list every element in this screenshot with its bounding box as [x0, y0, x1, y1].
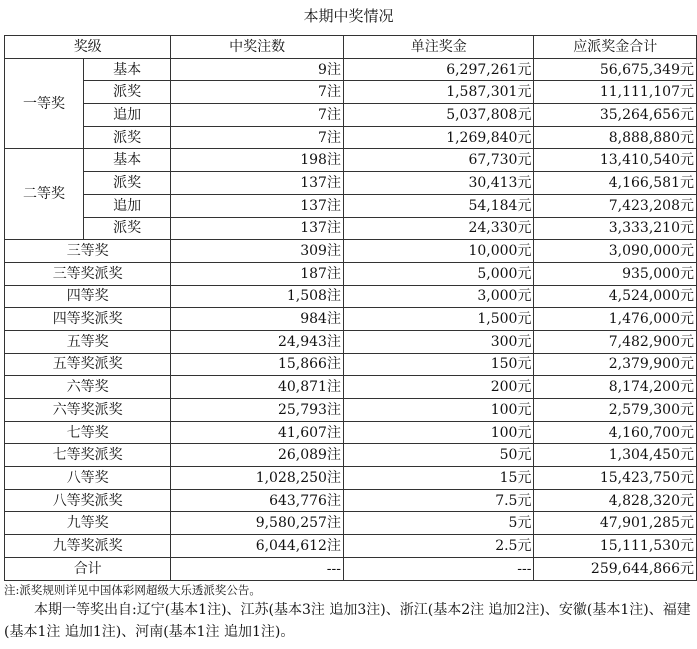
- winner-count: 187注: [171, 262, 344, 285]
- total-prize: 13,410,540元: [534, 149, 697, 172]
- winner-count: 40,871注: [171, 376, 344, 399]
- total-prize: 4,828,320元: [534, 489, 697, 512]
- winner-count: 9注: [171, 58, 344, 81]
- prize-level: 八等奖派奖: [5, 489, 171, 512]
- header-winner-count: 中奖注数: [171, 36, 344, 59]
- total-prize: 35,264,656元: [534, 104, 697, 127]
- unit-prize: 7.5元: [343, 489, 533, 512]
- second-prize-label: 二等奖: [5, 149, 84, 240]
- table-row: [5, 353, 697, 376]
- total-prize: 1,304,450元: [534, 444, 697, 467]
- total-prize: 15,111,530元: [534, 535, 697, 558]
- table-row: [5, 376, 697, 399]
- total-label: 合计: [5, 557, 171, 580]
- sub-level: 基本: [83, 58, 170, 81]
- prize-level: 七等奖: [5, 421, 171, 444]
- total-prize: 8,888,880元: [534, 126, 697, 149]
- total-prize: 3,090,000元: [534, 240, 697, 263]
- table-row: [5, 399, 697, 422]
- table-row: [5, 512, 697, 535]
- prize-level: 三等奖派奖: [5, 262, 171, 285]
- winner-count: 198注: [171, 149, 344, 172]
- total-row: [5, 557, 697, 580]
- table-row: [5, 217, 697, 240]
- winner-count: 137注: [171, 172, 344, 195]
- table-row: [5, 104, 697, 127]
- unit-prize: 54,184元: [343, 194, 533, 217]
- sub-level: 派奖: [83, 172, 170, 195]
- unit-prize: 100元: [343, 399, 533, 422]
- table-row: [5, 126, 697, 149]
- grand-total: 259,644,866元: [534, 557, 697, 580]
- unit-prize: 100元: [343, 421, 533, 444]
- table-row: [5, 194, 697, 217]
- total-prize: 935,000元: [534, 262, 697, 285]
- header-unit-prize: 单注奖金: [343, 36, 533, 59]
- total-prize: 2,579,300元: [534, 399, 697, 422]
- winner-count: 7注: [171, 81, 344, 104]
- table-row: [5, 467, 697, 490]
- total-prize: 7,423,208元: [534, 194, 697, 217]
- prize-level: 六等奖: [5, 376, 171, 399]
- unit-prize: 30,413元: [343, 172, 533, 195]
- unit-prize: 3,000元: [343, 285, 533, 308]
- table-row: [5, 285, 697, 308]
- prize-level: 九等奖派奖: [5, 535, 171, 558]
- total-prize: 4,160,700元: [534, 421, 697, 444]
- first-prize-label: 一等奖: [5, 58, 84, 149]
- table-header-row: [5, 36, 697, 59]
- winner-count: 137注: [171, 194, 344, 217]
- winner-origin-paragraph: [4, 599, 694, 643]
- total-unit: ---: [343, 557, 533, 580]
- total-prize: 47,901,285元: [534, 512, 697, 535]
- winner-count: 24,943注: [171, 330, 344, 353]
- winner-count: 25,793注: [171, 399, 344, 422]
- prize-level: 四等奖派奖: [5, 308, 171, 331]
- prize-level: 三等奖: [5, 240, 171, 263]
- winner-count: 41,607注: [171, 421, 344, 444]
- sub-level: 追加: [83, 194, 170, 217]
- unit-prize: 200元: [343, 376, 533, 399]
- total-prize: 3,333,210元: [534, 217, 697, 240]
- prize-level: 五等奖: [5, 330, 171, 353]
- header-prize-level: 奖级: [5, 36, 171, 59]
- table-row: [5, 58, 697, 81]
- winner-count: 643,776注: [171, 489, 344, 512]
- prize-level: 九等奖: [5, 512, 171, 535]
- page-title: 本期中奖情况: [303, 7, 394, 25]
- winner-count: 15,866注: [171, 353, 344, 376]
- winner-origin-text: 本期一等奖出自:辽宁(基本1注)、江苏(基本3注 追加3注)、浙江(基本2注 追加2注)、安徽(基本1注)、福建(基本1注 追加1注)、河南(基本1注 追加1注)。: [4, 602, 691, 640]
- total-prize: 1,476,000元: [534, 308, 697, 331]
- prize-level: 七等奖派奖: [5, 444, 171, 467]
- winner-count: 137注: [171, 217, 344, 240]
- table-row: [5, 172, 697, 195]
- unit-prize: 1,587,301元: [343, 81, 533, 104]
- winner-count: 309注: [171, 240, 344, 263]
- winner-count: 7注: [171, 104, 344, 127]
- table-row: [5, 330, 697, 353]
- winner-count: 9,580,257注: [171, 512, 344, 535]
- unit-prize: 67,730元: [343, 149, 533, 172]
- unit-prize: 300元: [343, 330, 533, 353]
- prize-level: 八等奖: [5, 467, 171, 490]
- total-prize: 56,675,349元: [534, 58, 697, 81]
- total-prize: 2,379,900元: [534, 353, 697, 376]
- table-row: [5, 262, 697, 285]
- sub-level: 派奖: [83, 126, 170, 149]
- header-total-prize: 应派奖金合计: [534, 36, 697, 59]
- winner-count: 984注: [171, 308, 344, 331]
- unit-prize: 6,297,261元: [343, 58, 533, 81]
- winner-count: 1,508注: [171, 285, 344, 308]
- table-row: [5, 444, 697, 467]
- unit-prize: 5,037,808元: [343, 104, 533, 127]
- total-prize: 8,174,200元: [534, 376, 697, 399]
- winner-count: 1,028,250注: [171, 467, 344, 490]
- total-prize: 11,111,107元: [534, 81, 697, 104]
- total-prize: 4,166,581元: [534, 172, 697, 195]
- unit-prize: 15元: [343, 467, 533, 490]
- winner-count: 7注: [171, 126, 344, 149]
- unit-prize: 150元: [343, 353, 533, 376]
- unit-prize: 2.5元: [343, 535, 533, 558]
- prize-level: 四等奖: [5, 285, 171, 308]
- total-prize: 15,423,750元: [534, 467, 697, 490]
- table-row: [5, 308, 697, 331]
- total-prize: 7,482,900元: [534, 330, 697, 353]
- footnote: 注:派奖规则详见中国体彩网超级大乐透派奖公告。: [4, 583, 261, 597]
- table-row: [5, 149, 697, 172]
- unit-prize: 1,500元: [343, 308, 533, 331]
- unit-prize: 10,000元: [343, 240, 533, 263]
- winner-count: 6,044,612注: [171, 535, 344, 558]
- unit-prize: 50元: [343, 444, 533, 467]
- unit-prize: 5,000元: [343, 262, 533, 285]
- sub-level: 追加: [83, 104, 170, 127]
- sub-level: 派奖: [83, 81, 170, 104]
- prize-level: 六等奖派奖: [5, 399, 171, 422]
- unit-prize: 5元: [343, 512, 533, 535]
- sub-level: 基本: [83, 149, 170, 172]
- table-row: [5, 81, 697, 104]
- prize-level: 五等奖派奖: [5, 353, 171, 376]
- table-row: [5, 535, 697, 558]
- sub-level: 派奖: [83, 217, 170, 240]
- table-row: [5, 240, 697, 263]
- table-row: [5, 489, 697, 512]
- total-count: ---: [171, 557, 344, 580]
- unit-prize: 1,269,840元: [343, 126, 533, 149]
- total-prize: 4,524,000元: [534, 285, 697, 308]
- prize-table: [4, 35, 697, 581]
- table-row: [5, 421, 697, 444]
- winner-count: 26,089注: [171, 444, 344, 467]
- unit-prize: 24,330元: [343, 217, 533, 240]
